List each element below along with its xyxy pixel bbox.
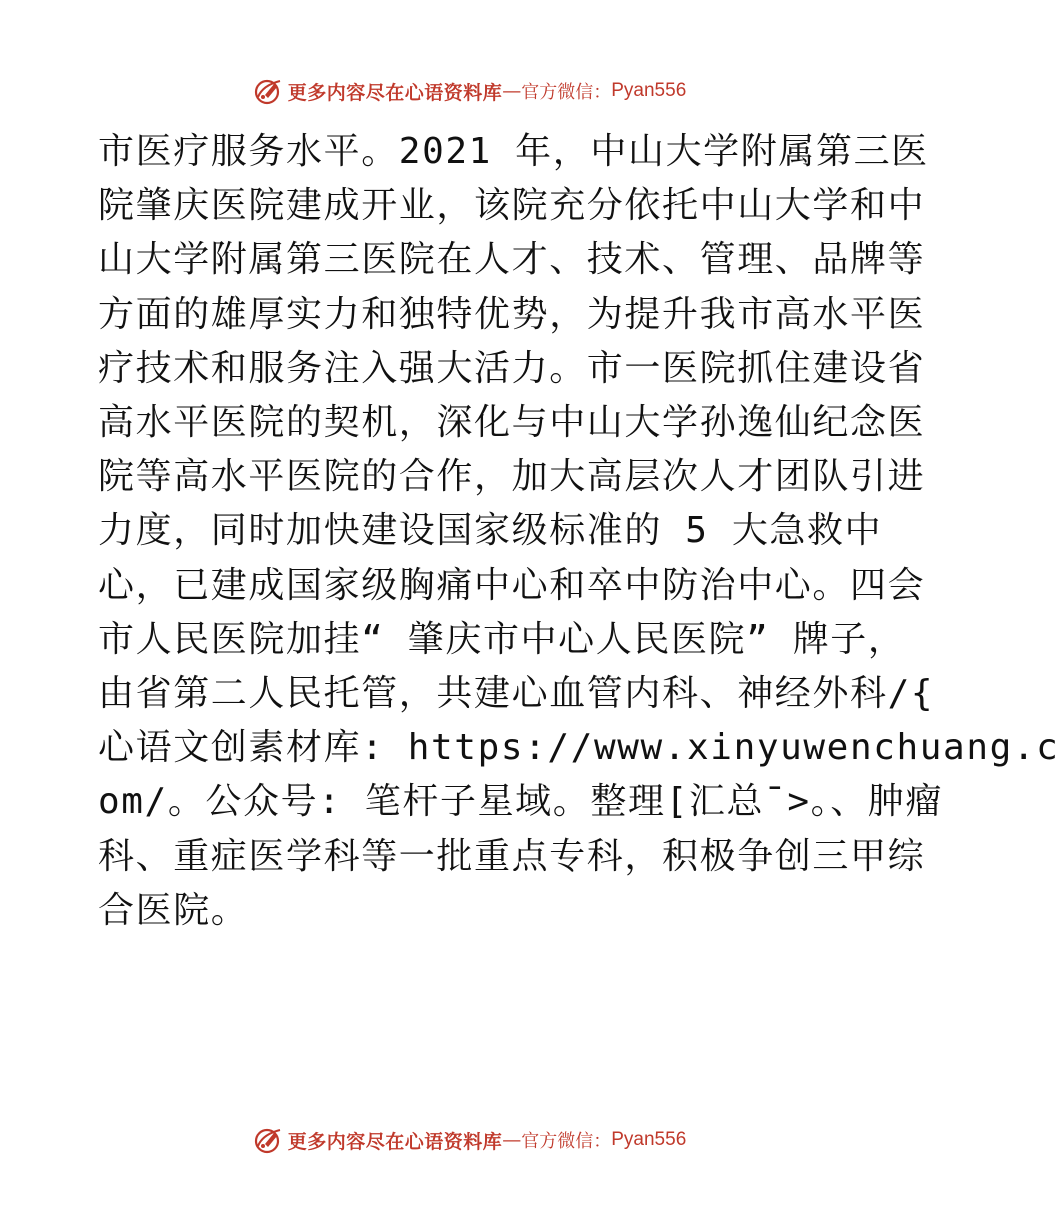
banner-separator: — (502, 80, 522, 102)
body-line: 院等高水平医院的合作，加大高层次人才团队引进 (98, 456, 926, 498)
banner-label: 官方微信： (521, 82, 612, 103)
body-line: 市人民医院加挂“ 肇庆市中心人民医院” 牌子， (98, 618, 906, 660)
body-paragraph (98, 125, 1059, 938)
body-line-link: 心语文创素材库: https://www.xinyuwenchuang.c (98, 727, 1059, 769)
banner-label: 官方微信： (521, 1131, 612, 1152)
footer-banner (0, 1120, 950, 1160)
body-line: 心，已建成国家级胸痛中心和卒中防治中心。四会 (98, 564, 926, 606)
body-line: 科、重症医学科等一批重点专科，积极争创三甲综 (98, 835, 926, 877)
body-line: 市医疗服务水平。2021 年，中山大学附属第三医 (98, 131, 929, 172)
pen-nib-swirl-logo-icon (252, 1124, 284, 1156)
banner-title: 更多内容尽在心语资料库 (287, 1130, 503, 1153)
banner-wechat-id: Pyan556 (611, 80, 687, 101)
body-line: 由省第二人民托管，共建心血管内科、神经外科/{ (98, 673, 935, 715)
body-line: 合医院。 (98, 889, 249, 931)
banner-separator: — (502, 1129, 522, 1151)
body-line: 高水平医院的契机，深化与中山大学孙逸仙纪念医 (98, 402, 926, 444)
body-line: 疗技术和服务注入强大活力。市一医院抓住建设省 (98, 347, 926, 389)
body-line: 力度，同时加快建设国家级标准的 5 大急救中 (98, 510, 883, 552)
pen-nib-swirl-logo-icon (252, 75, 284, 107)
banner-wechat-id: Pyan556 (611, 1129, 687, 1150)
body-line: 山大学附属第三医院在人才、技术、管理、品牌等 (98, 239, 926, 281)
header-banner (0, 71, 950, 111)
body-line: om/。公众号: 笔杆子星域。整理[汇总¯>。、肿瘤 (98, 781, 943, 823)
body-line: 方面的雄厚实力和独特优势，为提升我市高水平医 (98, 293, 926, 335)
body-line: 院肇庆医院建成开业，该院充分依托中山大学和中 (98, 185, 926, 227)
banner-title: 更多内容尽在心语资料库 (287, 81, 503, 104)
